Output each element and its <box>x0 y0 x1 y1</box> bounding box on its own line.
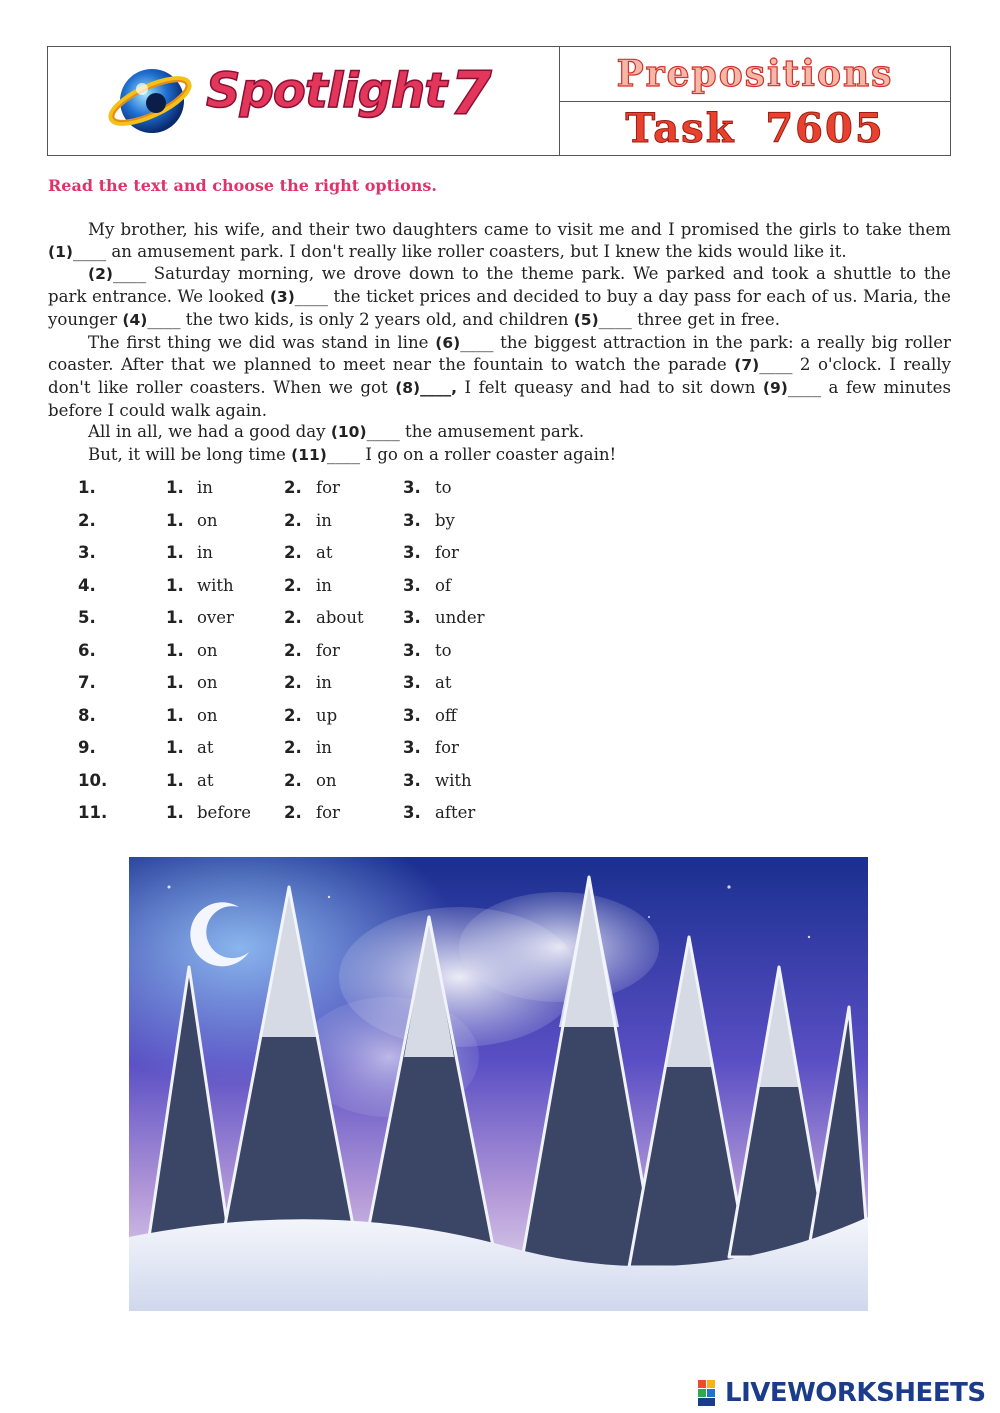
option-choice[interactable]: for <box>316 478 340 497</box>
option-choice[interactable]: on <box>197 640 218 660</box>
gap-1: (1) <box>48 242 73 261</box>
question-row <box>78 771 518 804</box>
question-number: 4. <box>78 575 96 595</box>
option-label: 2. <box>284 738 302 757</box>
gap-7: (7) <box>734 356 760 375</box>
option-label: 1. <box>166 575 184 595</box>
question-number: 10. <box>78 770 108 790</box>
gap-3: (3) <box>269 288 295 307</box>
reading-passage <box>48 219 951 467</box>
option-choice[interactable]: in <box>316 575 332 595</box>
option-label: 2. <box>284 803 302 822</box>
option-label: 2. <box>284 543 302 562</box>
option-choice[interactable]: in <box>316 673 332 692</box>
option-choice[interactable]: before <box>197 803 252 822</box>
option-choice[interactable]: at <box>197 770 214 790</box>
logo-number: 7 <box>450 59 492 129</box>
option-label: 3. <box>403 738 421 757</box>
option-label: 3. <box>403 803 421 822</box>
option-choice[interactable]: in <box>316 510 332 530</box>
option-choice[interactable]: in <box>197 543 213 562</box>
option-choice[interactable]: over <box>197 608 234 627</box>
question-row <box>78 641 518 674</box>
option-label: 2. <box>284 510 302 530</box>
winter-forest-image <box>129 857 868 1311</box>
option-choice[interactable]: with <box>435 770 472 790</box>
option-label: 2. <box>284 640 302 660</box>
title-cell <box>560 47 950 155</box>
option-label: 1. <box>166 705 184 725</box>
option-choice[interactable]: on <box>197 705 218 725</box>
option-label: 1. <box>166 673 184 692</box>
question-row <box>78 608 518 641</box>
question-row <box>78 803 518 836</box>
question-row <box>78 673 518 706</box>
question-row <box>78 706 518 739</box>
option-label: 1. <box>166 738 184 757</box>
liveworksheets-icon <box>697 1379 725 1407</box>
option-label: 2. <box>284 705 302 725</box>
gap-6: (6) <box>435 333 461 352</box>
task-row <box>560 102 950 156</box>
option-choice[interactable]: by <box>435 510 455 530</box>
option-label: 2. <box>284 770 302 790</box>
option-choice[interactable]: for <box>435 543 459 562</box>
instruction-text: Read the text and choose the right options. <box>48 176 437 195</box>
question-number: 2. <box>78 510 96 530</box>
option-choice[interactable]: at <box>316 543 333 562</box>
option-label: 1. <box>166 770 184 790</box>
option-label: 1. <box>166 640 184 660</box>
option-choice[interactable]: of <box>435 575 452 595</box>
option-label: 2. <box>284 575 302 595</box>
paragraph-1: My brother, his wife, and their two daughters came to visit me and I promised the girls to take them (1)____ an amusement park. I don't really like roller coasters, but I knew the kids would like it. <box>48 220 951 261</box>
worksheet-title: Prepositions <box>616 52 894 95</box>
option-choice[interactable]: on <box>197 673 218 692</box>
option-choice[interactable]: at <box>197 738 214 757</box>
option-label: 1. <box>166 608 184 627</box>
option-choice[interactable]: with <box>197 575 234 595</box>
option-choice[interactable]: at <box>435 673 452 692</box>
gap-5: (5) <box>573 310 599 329</box>
option-choice[interactable]: for <box>316 803 340 822</box>
option-choice[interactable]: to <box>435 640 452 660</box>
gap-10: (10) <box>330 423 367 442</box>
liveworksheets-logo <box>697 1377 986 1409</box>
option-choice[interactable]: about <box>316 608 364 627</box>
option-choice[interactable]: for <box>316 640 340 660</box>
question-row <box>78 478 518 511</box>
gap-8: (8)____, <box>395 378 458 397</box>
option-label: 3. <box>403 608 421 627</box>
option-label: 1. <box>166 803 184 822</box>
option-label: 1. <box>166 510 184 530</box>
paragraph-4: All in all, we had a good day (10)____ the amusement park. <box>88 422 585 442</box>
option-label: 1. <box>166 543 184 562</box>
question-number: 3. <box>78 543 96 562</box>
question-number: 8. <box>78 705 96 725</box>
option-choice[interactable]: under <box>435 608 485 627</box>
option-label: 3. <box>403 640 421 660</box>
option-choice[interactable]: in <box>316 738 332 757</box>
option-choice[interactable]: up <box>316 705 338 725</box>
option-choice[interactable]: in <box>197 478 213 497</box>
option-label: 2. <box>284 608 302 627</box>
gap-9: (9) <box>762 378 788 397</box>
question-number: 11. <box>78 803 108 822</box>
brand-name: LIVEWORKSHEETS <box>725 1378 986 1408</box>
option-label: 3. <box>403 478 421 497</box>
option-label: 3. <box>403 543 421 562</box>
logo-wordmark: Spotlight <box>206 63 447 119</box>
winter-forest-illustration <box>129 857 868 1311</box>
option-label: 3. <box>403 673 421 692</box>
question-number: 1. <box>78 478 96 497</box>
option-label: 2. <box>284 673 302 692</box>
gap-2: (2) <box>88 265 113 284</box>
question-number: 9. <box>78 738 96 757</box>
task-number: Task 7605 <box>625 104 885 152</box>
paragraph-3: The first thing we did was stand in line (6)____ the biggest attraction in the park: a really big roller coaster. After that we planned to meet near the fountain to watch the parade (7)____ 2 o'clock. I really don't like roller coasters. When we got (8)____, I felt queasy and had to sit down (9)____ a few minutes before I could walk again. <box>48 332 951 420</box>
option-choice[interactable]: after <box>435 803 476 822</box>
gap-11: (11) <box>291 446 327 465</box>
option-label: 2. <box>284 478 302 497</box>
worksheet-header <box>47 46 951 156</box>
question-number: 7. <box>78 673 96 692</box>
option-choice[interactable]: to <box>435 478 452 497</box>
option-label: 3. <box>403 575 421 595</box>
paragraph-2: (2)____ Saturday morning, we drove down to the theme park. We parked and took a shuttle to the park entrance. We looked (3)____ the ticket prices and decided to buy a day pass for each of us. Maria, the younger (4)____ the two kids, is only 2 years old, and children (5)____ three get in free. <box>48 264 951 329</box>
question-number: 6. <box>78 640 96 660</box>
option-label: 3. <box>403 510 421 530</box>
option-choice[interactable]: on <box>316 770 337 790</box>
option-label: 3. <box>403 770 421 790</box>
option-label: 1. <box>166 478 184 497</box>
gap-4: (4) <box>122 310 148 329</box>
option-choice[interactable]: for <box>435 738 459 757</box>
option-label: 3. <box>403 705 421 725</box>
question-row <box>78 576 518 609</box>
question-row <box>78 511 518 544</box>
option-choice[interactable]: off <box>435 705 457 725</box>
question-row <box>78 543 518 576</box>
title-row <box>560 47 950 102</box>
question-list <box>78 478 518 836</box>
question-number: 5. <box>78 608 96 627</box>
question-row <box>78 738 518 771</box>
globe-icon <box>106 55 194 143</box>
spotlight-logo <box>48 47 560 155</box>
option-choice[interactable]: on <box>197 510 218 530</box>
paragraph-5: But, it will be long time (11)____ I go on a roller coaster again! <box>88 445 617 465</box>
